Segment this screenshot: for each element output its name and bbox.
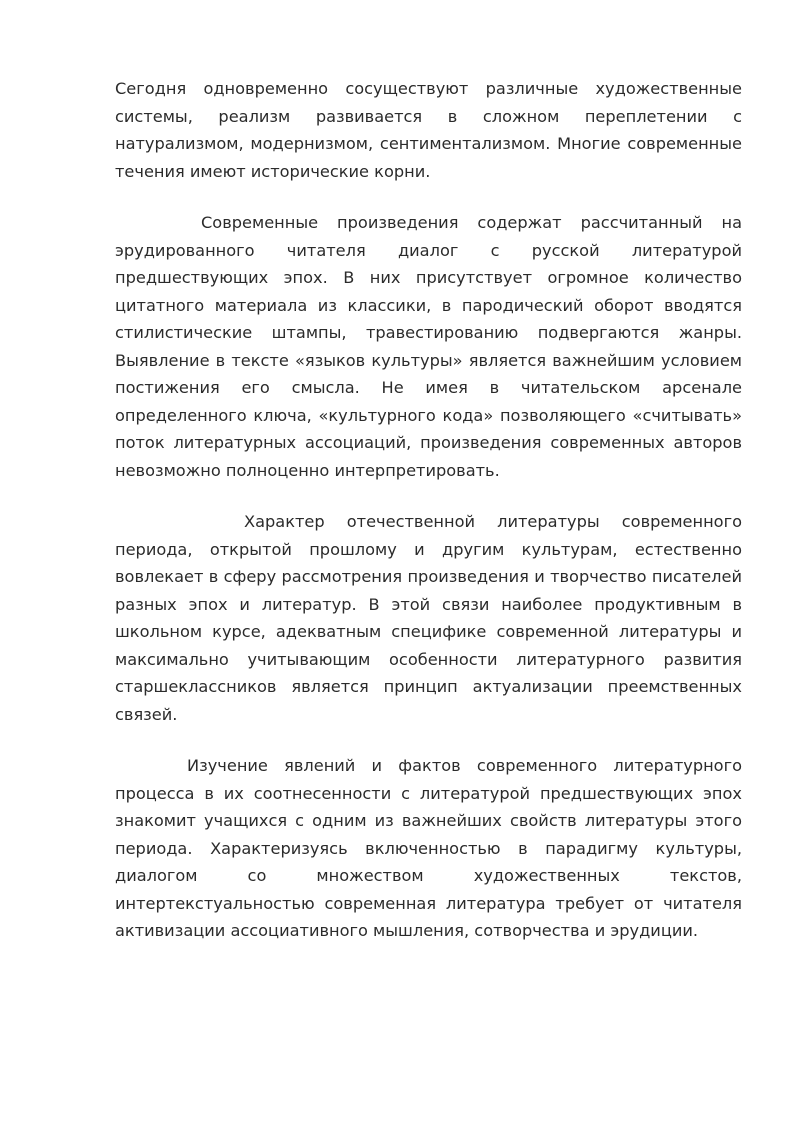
paragraph-2: Современные произведения содержат рассчитанный на эрудированного читателя диалог с русской литературой предшествующих эпох. В них присутствует огромное количество цитатного материала из классики, в пародический оборот вводятся стилистические штампы, травестированию подвергаются жанры. Выявление в тексте «языков культуры» является важнейшим условием постижения его смысла. Не имея в читательском арсенале определенного ключа, «культурного кода» позволяющего «считывать» поток литературных ассоциаций, произведения современных авторов невозможно полноценно интерпретировать. xyxy=(115,213,742,480)
paragraph-3: Характер отечественной литературы современного периода, открытой прошлому и другим культурам, естественно вовлекает в сферу рассмотрения произведения и творчество писателей разных эпох и литератур. В этой связи наиболее продуктивным в школьном курсе, адекватным специфике современной литературы и максимально учитывающим особенности литературного развития старшеклассников является принцип актуализации преемственных связей. xyxy=(115,512,742,724)
document-page xyxy=(115,75,742,969)
paragraph-4: Изучение явлений и фактов современного литературного процесса в их соотнесенности с литературой предшествующих эпох знакомит учащихся с одним из важнейших свойств литературы этого периода. Характеризуясь включенностью в парадигму культуры, диалогом со множеством художественных текстов, интертекстуальностью современная литература требует от читателя активизации ассоциативного мышления, сотворчества и эрудиции. xyxy=(115,756,742,940)
paragraph-1: Сегодня одновременно сосуществуют различные художественные системы, реализм развивается в сложном переплетении с натурализмом, модернизмом, сентиментализмом. Многие современные течения имеют исторические корни. xyxy=(115,79,742,181)
